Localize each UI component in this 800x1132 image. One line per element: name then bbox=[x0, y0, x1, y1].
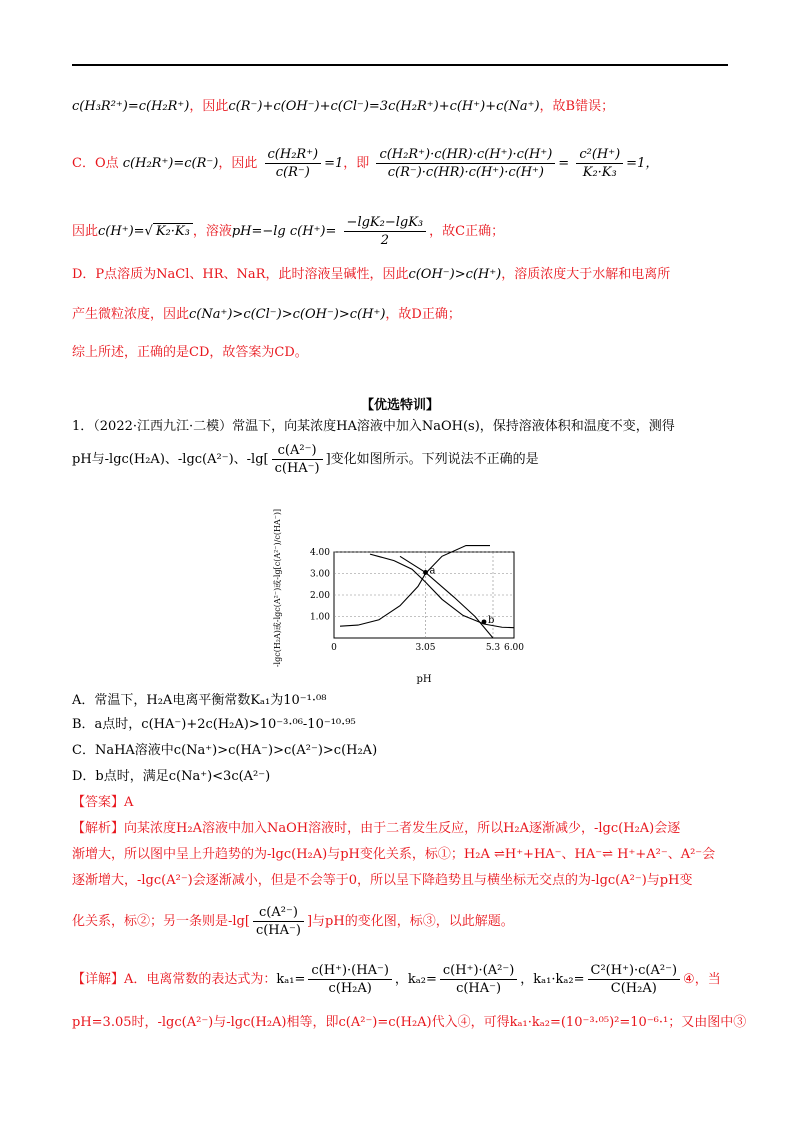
option-d: D．b点时，满足c(Na⁺)<3c(A²⁻) bbox=[72, 769, 271, 784]
option-a: A．常温下，H₂A电离平衡常数Kₐ₁为10⁻¹·⁰⁸ bbox=[72, 693, 327, 708]
ph-chart bbox=[262, 488, 532, 688]
header-rule bbox=[72, 64, 728, 66]
option-b: B．a点时，c(HA⁻)+2c(H₂A)>10⁻³·⁰⁶-10⁻¹⁰·⁹⁵ bbox=[72, 717, 356, 732]
point-label-a: a bbox=[429, 565, 436, 577]
point-a bbox=[423, 570, 428, 575]
question-line-1: 1．（2022·江西九江·二模）常温下，向某浓度HA溶液中加入NaOH(s)，保持溶液体积和温度不变，测得 bbox=[72, 419, 675, 434]
fraction: $\frac{\text{c(H₂R⁺)·c(HR)·c(H⁺)·c(H⁺)}}{c(R^-)\cdot c(HR)\cdot c(H^+)\cdot c(H^+)}$ bbox=[376, 146, 555, 181]
section-title: 【优选特训】 bbox=[360, 398, 439, 413]
option-c: C．NaHA溶液中c(Na⁺)>c(HA⁻)>c(A²⁻)>c(H₂A) bbox=[72, 743, 378, 758]
fraction: $\frac{\text{c(H₂R⁺)}}{c(R^-)}$ bbox=[265, 146, 322, 181]
fraction: $\frac{\text{C²(H⁺)·c(A²⁻)}}{\text{C(H₂A)}}$ bbox=[588, 962, 681, 997]
answer-line: 【答案】A bbox=[72, 795, 134, 810]
math-expression: c(R⁻)+c(OH⁻)+c(Cl⁻)=3c(H₂R⁺)+c(H⁺)+c(Na⁺) bbox=[228, 99, 540, 114]
fraction: $\frac{\text{c(H⁺)·(A²⁻)}}{c(HA^-)}$ bbox=[440, 962, 517, 997]
x-tick-label: 6.00 bbox=[503, 643, 525, 653]
series-line-3 bbox=[400, 556, 493, 638]
fraction: $\frac{\text{−lgK₂−lgK₃}}{2}$ bbox=[344, 214, 427, 249]
question-line-2: pH与-lgc(H₂A)、-lgc(A²⁻)、-lg[ $\frac{\text{c(A²⁻)}}{c(HA^-)}$ ]变化如图所示。下列说法不正确的是 bbox=[72, 443, 539, 476]
explanation-conclusion: 综上所述，正确的是CD，故答案为CD。 bbox=[72, 345, 308, 360]
explanation-line-5: 产生微粒浓度，因此c(Na⁺)>c(Cl⁻)>c(OH⁻)>c(H⁺)，故D正确； bbox=[72, 307, 461, 322]
analysis-line-1: 【解析】向某浓度H₂A溶液中加入NaOH溶液时，由于二者发生反应，所以H₂A逐渐减少，-lgc(H₂A)会逐 bbox=[72, 821, 681, 836]
explanation-line-3: 因此c(H⁺)=√ K₂·K₃ ，溶液pH=−lg c(H⁺)= $\frac{\text{−lgK₂−lgK₃}}{2}$ ，故C正确； bbox=[72, 215, 505, 248]
analysis-line-3: 逐渐增大，-lgc(A²⁻)会逐渐减小，但是不会等于0，所以呈下降趋势且与横坐标无交点的为-lgc(A²⁻)与pH变 bbox=[72, 873, 693, 888]
explanation-line-2: C．O点 c(H₂R⁺)=c(R⁻)，因此 $\frac{\text{c(H₂R⁺)}}{c(R^-)}$ =1，即 $\frac{\text{c(H₂R⁺)·c(HR)·c(H⁺)·c(H⁺)}}{c(R^-)\cdot c(HR)\cdot c(H^+)\cdot c(H^+)}$ = $\frac{\text{c²(H⁺)}}{\text{K₂·K₃}}$ =1， bbox=[72, 147, 659, 180]
series-line-1 bbox=[340, 546, 490, 627]
detail-line-2: pH=3.05时，-lgc(A²⁻)与-lgc(H₂A)相等，即c(A²⁻)=c(H₂A)代入④，可得kₐ₁·kₐ₂=(10⁻³·⁰⁵)²=10⁻⁶·¹；又由图中③ bbox=[72, 1015, 747, 1030]
x-tick-label: 0 bbox=[331, 643, 337, 653]
analysis-line-2: 渐增大，所以图中呈上升趋势的为-lgc(H₂A)与pH变化关系，标①；H₂A ⇌H⁺+HA⁻、HA⁻⇌ H⁺+A²⁻、A²⁻会 bbox=[72, 847, 716, 862]
fraction: $\frac{\text{c²(H⁺)}}{\text{K₂·K₃}}$ bbox=[576, 146, 623, 181]
x-tick-label: 5.3 bbox=[485, 643, 501, 653]
chart-xlabel: pH bbox=[416, 674, 432, 685]
y-tick-label: 4.00 bbox=[309, 548, 330, 558]
detail-line-1: 【详解】A．电离常数的表达式为：kₐ₁= $\frac{c(H^+)\cdot(HA^-)}{\text{c(H₂A)}}$ ，kₐ₂= $\frac{\text{c(H⁺)·(A²⁻)}}{c(HA^-)}$ ，kₐ₁·kₐ₂= $\frac{\text{C²(H⁺)·c(A²⁻)}}{\text{C(H₂A)}}$ ④，当 bbox=[72, 963, 721, 996]
x-tick-label: 3.05 bbox=[415, 643, 436, 653]
explanation-line-4: D．P点溶质为NaCl、HR、NaR，此时溶液呈碱性，因此c(OH⁻)>c(H⁺)，溶质浓度大于水解和电离所 bbox=[72, 267, 671, 282]
y-tick-label: 3.00 bbox=[309, 569, 330, 580]
fraction: $\frac{\text{c(A²⁻)}}{c(HA^-)}$ bbox=[272, 442, 323, 477]
y-tick-label: 1.00 bbox=[309, 612, 330, 623]
fraction: $\frac{\text{c(A²⁻)}}{c(HA^-)}$ bbox=[253, 904, 304, 939]
point-label-b: b bbox=[488, 614, 495, 626]
math-expression: c(H₂R⁺)=c(R⁻) bbox=[122, 156, 219, 171]
y-tick-label: 2.00 bbox=[309, 591, 330, 601]
explanation-line-1: c(H₃R²⁺)=c(H₂R⁺)，因此c(R⁻)+c(OH⁻)+c(Cl⁻)=3c(H₂R⁺)+c(H⁺)+c(Na⁺)，故B错误； bbox=[72, 99, 615, 114]
fraction: $\frac{c(H^+)\cdot(HA^-)}{\text{c(H₂A)}}$ bbox=[308, 962, 392, 997]
math-expression: c(H₃R²⁺)=c(H₂R⁺) bbox=[72, 99, 190, 114]
point-b bbox=[482, 619, 487, 624]
sqrt-expression: K₂·K₃ bbox=[153, 223, 193, 239]
analysis-line-4: 化关系，标②；另一条则是-lg[ $\frac{\text{c(A²⁻)}}{c(HA^-)}$ ]与pH的变化图，标③，以此解题。 bbox=[72, 905, 514, 938]
chart-ylabel: -lgc(H₂A)或-lgc(A²⁻)或-lg[c(A²⁻)/c(HA⁻)] bbox=[273, 508, 282, 668]
